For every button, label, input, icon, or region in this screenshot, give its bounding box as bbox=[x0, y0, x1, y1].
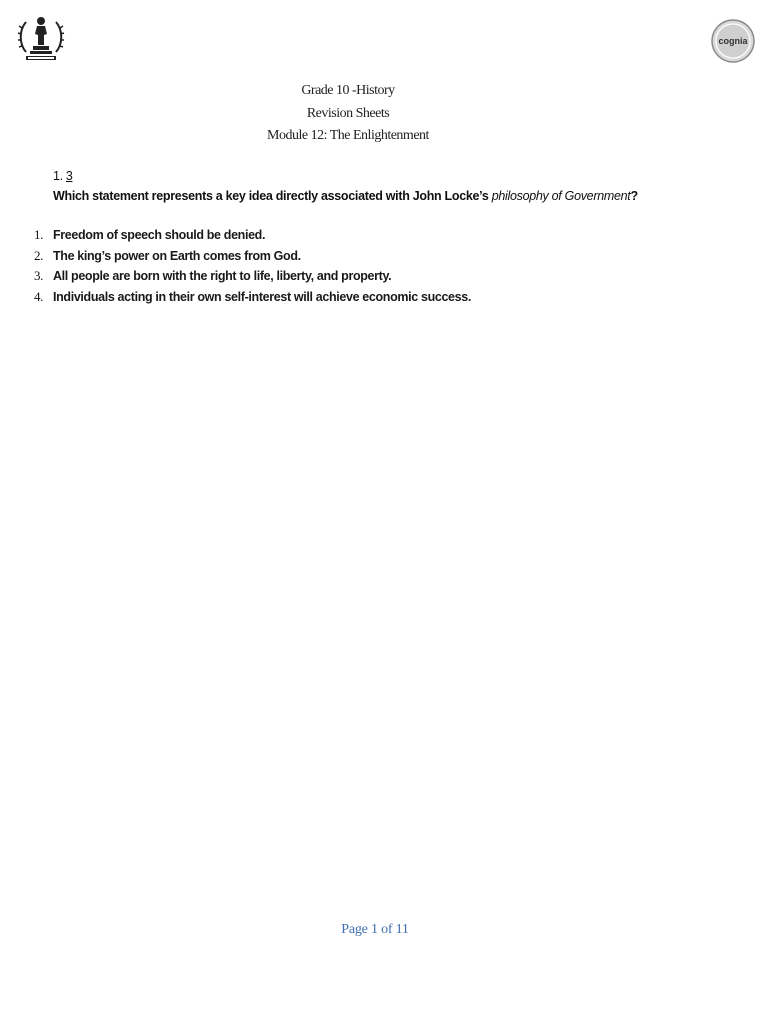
option-number: 1. bbox=[34, 227, 44, 242]
option-text: The king’s power on Earth comes from God. bbox=[53, 248, 301, 263]
question-text-main: Which statement represents a key idea directly associated with John Locke’s bbox=[53, 189, 492, 203]
question-block bbox=[53, 166, 733, 206]
option-text: Freedom of speech should be denied. bbox=[53, 228, 266, 242]
revision-sheets-title: Revision Sheets bbox=[306, 105, 390, 121]
school-crest-logo bbox=[16, 12, 66, 64]
question-text-italic: philosophy of Government bbox=[491, 189, 631, 203]
cognia-accreditation-seal bbox=[710, 16, 756, 66]
question-text bbox=[53, 186, 733, 206]
cognia-wordmark: cognia bbox=[718, 36, 748, 46]
question-number-line bbox=[53, 166, 733, 186]
option-item bbox=[26, 225, 726, 246]
answer-key: 3 bbox=[65, 169, 73, 183]
option-number: 4. bbox=[34, 289, 44, 305]
option-item bbox=[26, 246, 726, 267]
option-item bbox=[26, 266, 726, 287]
question-number: 1. bbox=[53, 169, 63, 183]
option-number: 2. bbox=[34, 247, 44, 263]
answer-options bbox=[26, 225, 726, 308]
option-item bbox=[26, 287, 726, 308]
option-text: All people are born with the right to life, liberty, and property. bbox=[53, 269, 392, 284]
question-mark: ? bbox=[630, 189, 638, 203]
grade-subject-title: Grade 10 -History bbox=[301, 83, 395, 98]
module-title: Module 12: The Enlightenment bbox=[267, 128, 429, 143]
page-number: Page 1 of 11 bbox=[341, 922, 409, 937]
option-number: 3. bbox=[34, 268, 44, 284]
option-text: Individuals acting in their own self-interest will achieve economic success. bbox=[53, 290, 471, 305]
document-header bbox=[0, 80, 696, 148]
